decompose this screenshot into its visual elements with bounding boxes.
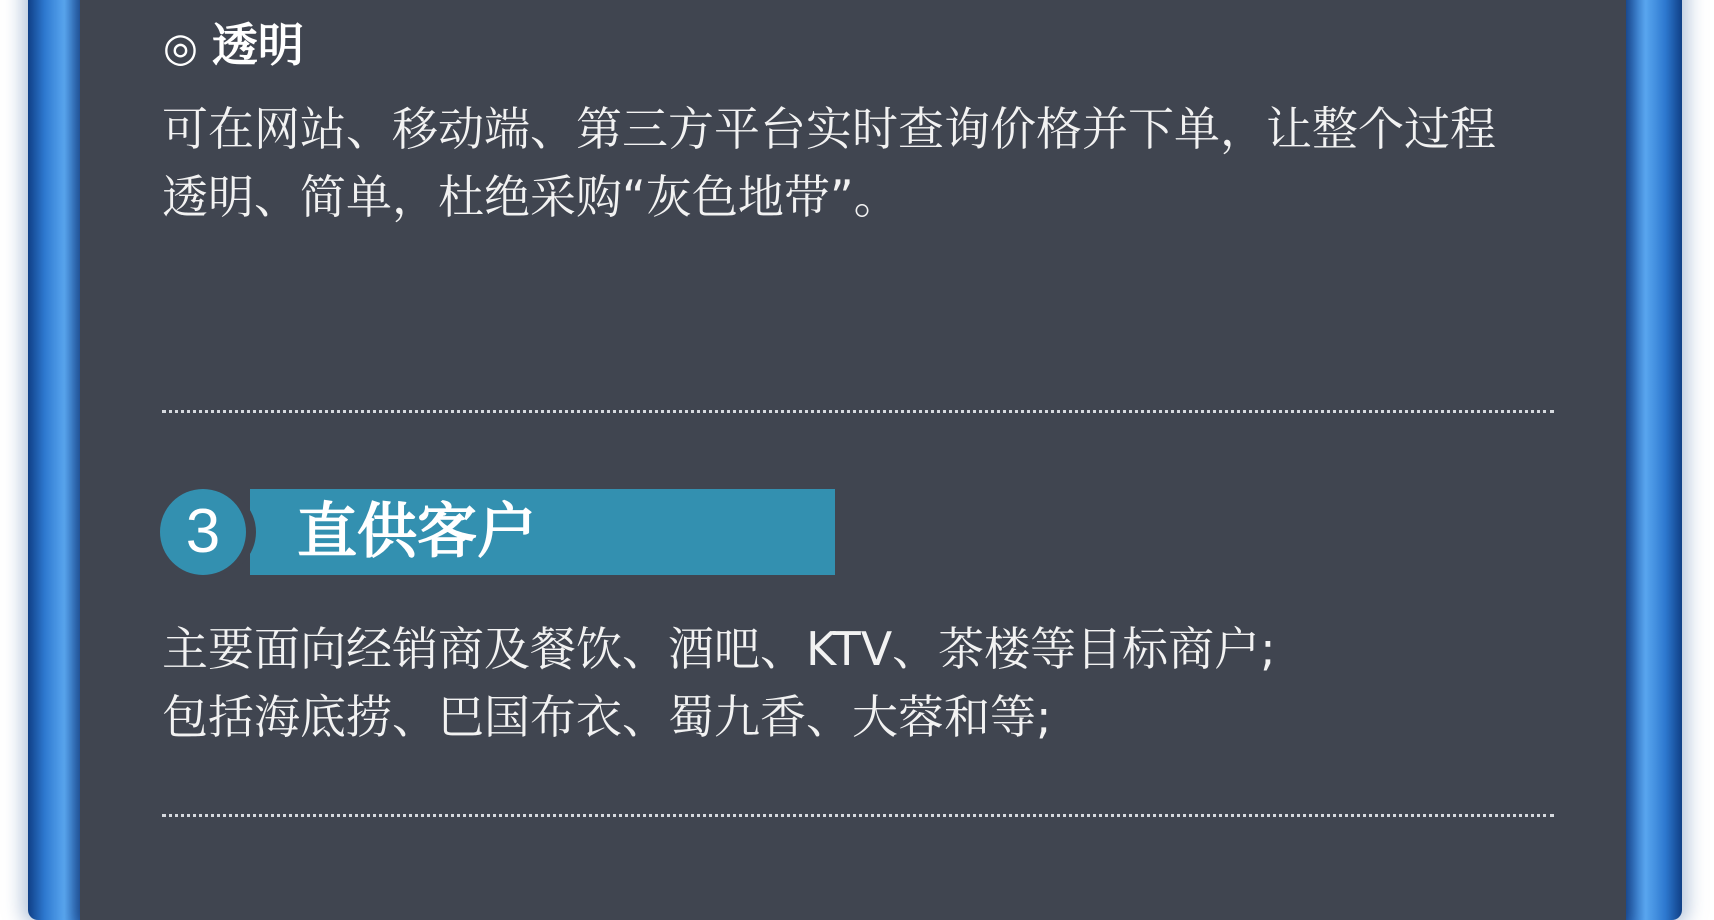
circle-bullet-icon: ◎ (163, 25, 198, 71)
description-line: 包括海底捞、巴国布衣、蜀九香、大蓉和等; (162, 690, 1052, 744)
feature-description (162, 95, 1496, 231)
description-line: 可在网站、移动端、第三方平台实时查询价格并下单，让整个过程 (162, 102, 1496, 156)
section-description (162, 615, 1276, 751)
section-header (160, 489, 835, 575)
section-title: 直供客户 (297, 497, 537, 567)
dotted-divider (162, 814, 1554, 817)
description-line: 透明、简单，杜绝采购“灰色地带”。 (162, 170, 900, 224)
description-line: 主要面向经销商及餐饮、酒吧、KTV、茶楼等目标商户; (162, 622, 1276, 676)
feature-title-text: 透明 (211, 18, 304, 72)
section-number-badge: 3 (160, 489, 246, 575)
dotted-divider (162, 410, 1554, 413)
feature-title (163, 14, 304, 79)
